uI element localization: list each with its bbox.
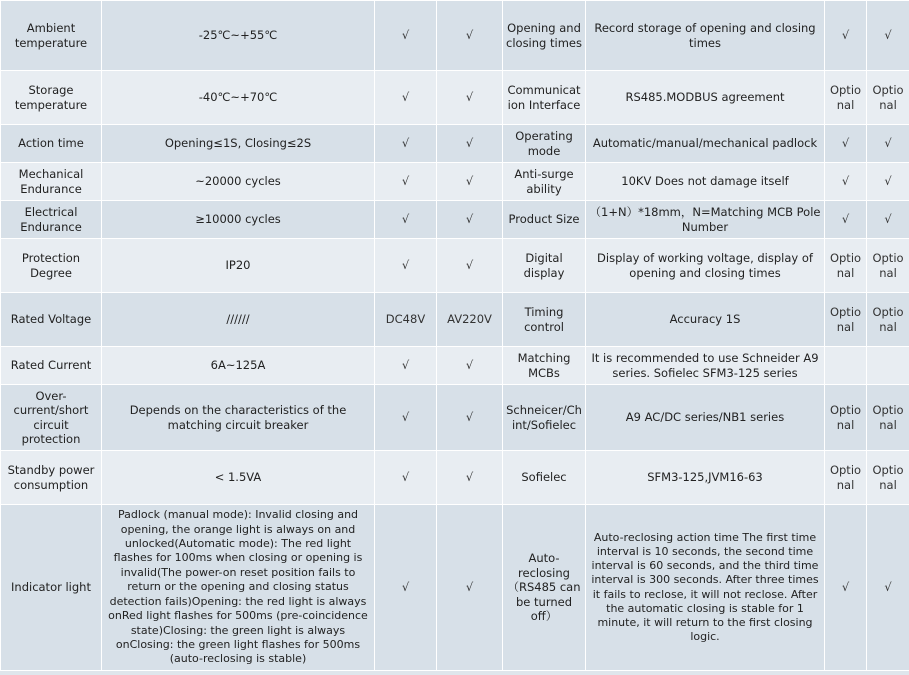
model-b-feature: Optional bbox=[867, 451, 909, 505]
model-a-support: √ bbox=[375, 71, 437, 125]
model-a-feature: Optional bbox=[825, 293, 867, 347]
param-name: Indicator light bbox=[1, 505, 102, 671]
param-value: ≥10000 cycles bbox=[102, 201, 375, 239]
model-a-feature: Optional bbox=[825, 385, 867, 451]
param-name: Over-current/short circuit protection bbox=[1, 385, 102, 451]
table-row bbox=[1, 239, 909, 293]
model-a-feature bbox=[825, 347, 867, 385]
feature-description: A9 AC/DC series/NB1 series bbox=[586, 385, 825, 451]
feature-name: Opening and closing times bbox=[503, 1, 586, 71]
model-a-feature: Optional bbox=[825, 451, 867, 505]
feature-name: Schneicer/Chint/Sofielec bbox=[503, 385, 586, 451]
feature-name: Sofielec bbox=[503, 451, 586, 505]
param-name: Rated Current bbox=[1, 347, 102, 385]
feature-description: SFM3-125,JVM16-63 bbox=[586, 451, 825, 505]
feature-name: Auto-reclosing（RS485 can be turned off） bbox=[503, 505, 586, 671]
model-b-feature: √ bbox=[867, 1, 909, 71]
model-b-support: √ bbox=[437, 347, 503, 385]
param-name: Standby power consumption bbox=[1, 451, 102, 505]
model-a-feature: √ bbox=[825, 505, 867, 671]
param-value: ~20000 cycles bbox=[102, 163, 375, 201]
model-a-feature: √ bbox=[825, 125, 867, 163]
param-value: 6A~125A bbox=[102, 347, 375, 385]
model-b-support: √ bbox=[437, 1, 503, 71]
model-b-support: √ bbox=[437, 451, 503, 505]
param-name: Mechanical Endurance bbox=[1, 163, 102, 201]
table-row bbox=[1, 201, 909, 239]
table-row bbox=[1, 385, 909, 451]
feature-description: 10KV Does not damage itself bbox=[586, 163, 825, 201]
model-b-support: √ bbox=[437, 385, 503, 451]
param-name: Ambient temperature bbox=[1, 1, 102, 71]
param-value: < 1.5VA bbox=[102, 451, 375, 505]
param-name: Electrical Endurance bbox=[1, 201, 102, 239]
model-b-support: √ bbox=[437, 125, 503, 163]
feature-name: Anti-surge ability bbox=[503, 163, 586, 201]
table-row bbox=[1, 163, 909, 201]
model-a-support: √ bbox=[375, 1, 437, 71]
model-b-support: √ bbox=[437, 71, 503, 125]
model-a-feature: Optional bbox=[825, 71, 867, 125]
param-name: Protection Degree bbox=[1, 239, 102, 293]
model-b-feature: Optional bbox=[867, 71, 909, 125]
table-row bbox=[1, 293, 909, 347]
param-value: -40℃~+70℃ bbox=[102, 71, 375, 125]
param-name: Rated Voltage bbox=[1, 293, 102, 347]
table-row bbox=[1, 125, 909, 163]
param-name: Action time bbox=[1, 125, 102, 163]
feature-description: Display of working voltage, display of opening and closing times bbox=[586, 239, 825, 293]
model-b-support: √ bbox=[437, 201, 503, 239]
param-value: -25℃~+55℃ bbox=[102, 1, 375, 71]
param-value: Padlock (manual mode): Invalid closing and opening, the orange light is always on and unlocked(Automatic mode): The red light flashes for 100ms when closing or opening is invalid(The power-on reset position fails to return or the opening and closing status detection fails)Opening: the red light is always onRed light flashes for 500ms (pre-coincidence state)Closing: the green light is always onClosing: the green light flashes for 500ms (auto-reclosing is stable) bbox=[102, 505, 375, 671]
param-name: Storage temperature bbox=[1, 71, 102, 125]
model-b-feature: √ bbox=[867, 505, 909, 671]
model-a-support: √ bbox=[375, 125, 437, 163]
model-a-feature: √ bbox=[825, 1, 867, 71]
model-b-feature bbox=[867, 347, 909, 385]
model-b-support: √ bbox=[437, 163, 503, 201]
table-row bbox=[1, 505, 909, 671]
model-b-support: √ bbox=[437, 505, 503, 671]
param-value: ////// bbox=[102, 293, 375, 347]
model-a-feature: √ bbox=[825, 201, 867, 239]
table-row bbox=[1, 347, 909, 385]
feature-description: Accuracy 1S bbox=[586, 293, 825, 347]
model-a-support: DC48V bbox=[375, 293, 437, 347]
feature-name: Digital display bbox=[503, 239, 586, 293]
feature-name: Matching MCBs bbox=[503, 347, 586, 385]
feature-description: It is recommended to use Schneider A9 series. Sofielec SFM3-125 series bbox=[586, 347, 825, 385]
feature-description: Record storage of opening and closing times bbox=[586, 1, 825, 71]
model-a-support: √ bbox=[375, 385, 437, 451]
feature-name: Communication Interface bbox=[503, 71, 586, 125]
feature-name: Operating mode bbox=[503, 125, 586, 163]
feature-description: Automatic/manual/mechanical padlock bbox=[586, 125, 825, 163]
model-b-feature: √ bbox=[867, 163, 909, 201]
feature-description: （1+N）*18mm，N=Matching MCB Pole Number bbox=[586, 201, 825, 239]
model-b-feature: Optional bbox=[867, 293, 909, 347]
model-a-support: √ bbox=[375, 505, 437, 671]
model-a-support: √ bbox=[375, 347, 437, 385]
model-b-support: AV220V bbox=[437, 293, 503, 347]
table-row bbox=[1, 1, 909, 71]
table-row bbox=[1, 71, 909, 125]
feature-description: Auto-reclosing action time The first time interval is 10 seconds, the second time interval is 60 seconds, and the third time interval is 300 seconds. After three times it fails to reclose, it will not reclose. After the automatic closing is stable for 1 minute, it will return to the first closing logic. bbox=[586, 505, 825, 671]
model-a-support: √ bbox=[375, 201, 437, 239]
feature-name: Product Size bbox=[503, 201, 586, 239]
model-a-support: √ bbox=[375, 451, 437, 505]
model-b-feature: Optional bbox=[867, 385, 909, 451]
model-b-feature: √ bbox=[867, 125, 909, 163]
model-a-feature: √ bbox=[825, 163, 867, 201]
model-b-feature: √ bbox=[867, 201, 909, 239]
model-a-support: √ bbox=[375, 239, 437, 293]
param-value: IP20 bbox=[102, 239, 375, 293]
model-a-support: √ bbox=[375, 163, 437, 201]
model-b-support: √ bbox=[437, 239, 503, 293]
table-row bbox=[1, 451, 909, 505]
model-b-feature: Optional bbox=[867, 239, 909, 293]
feature-name: Timing control bbox=[503, 293, 586, 347]
param-value: Opening≤1S, Closing≤2S bbox=[102, 125, 375, 163]
feature-description: RS485.MODBUS agreement bbox=[586, 71, 825, 125]
model-a-feature: Optional bbox=[825, 239, 867, 293]
param-value: Depends on the characteristics of the matching circuit breaker bbox=[102, 385, 375, 451]
